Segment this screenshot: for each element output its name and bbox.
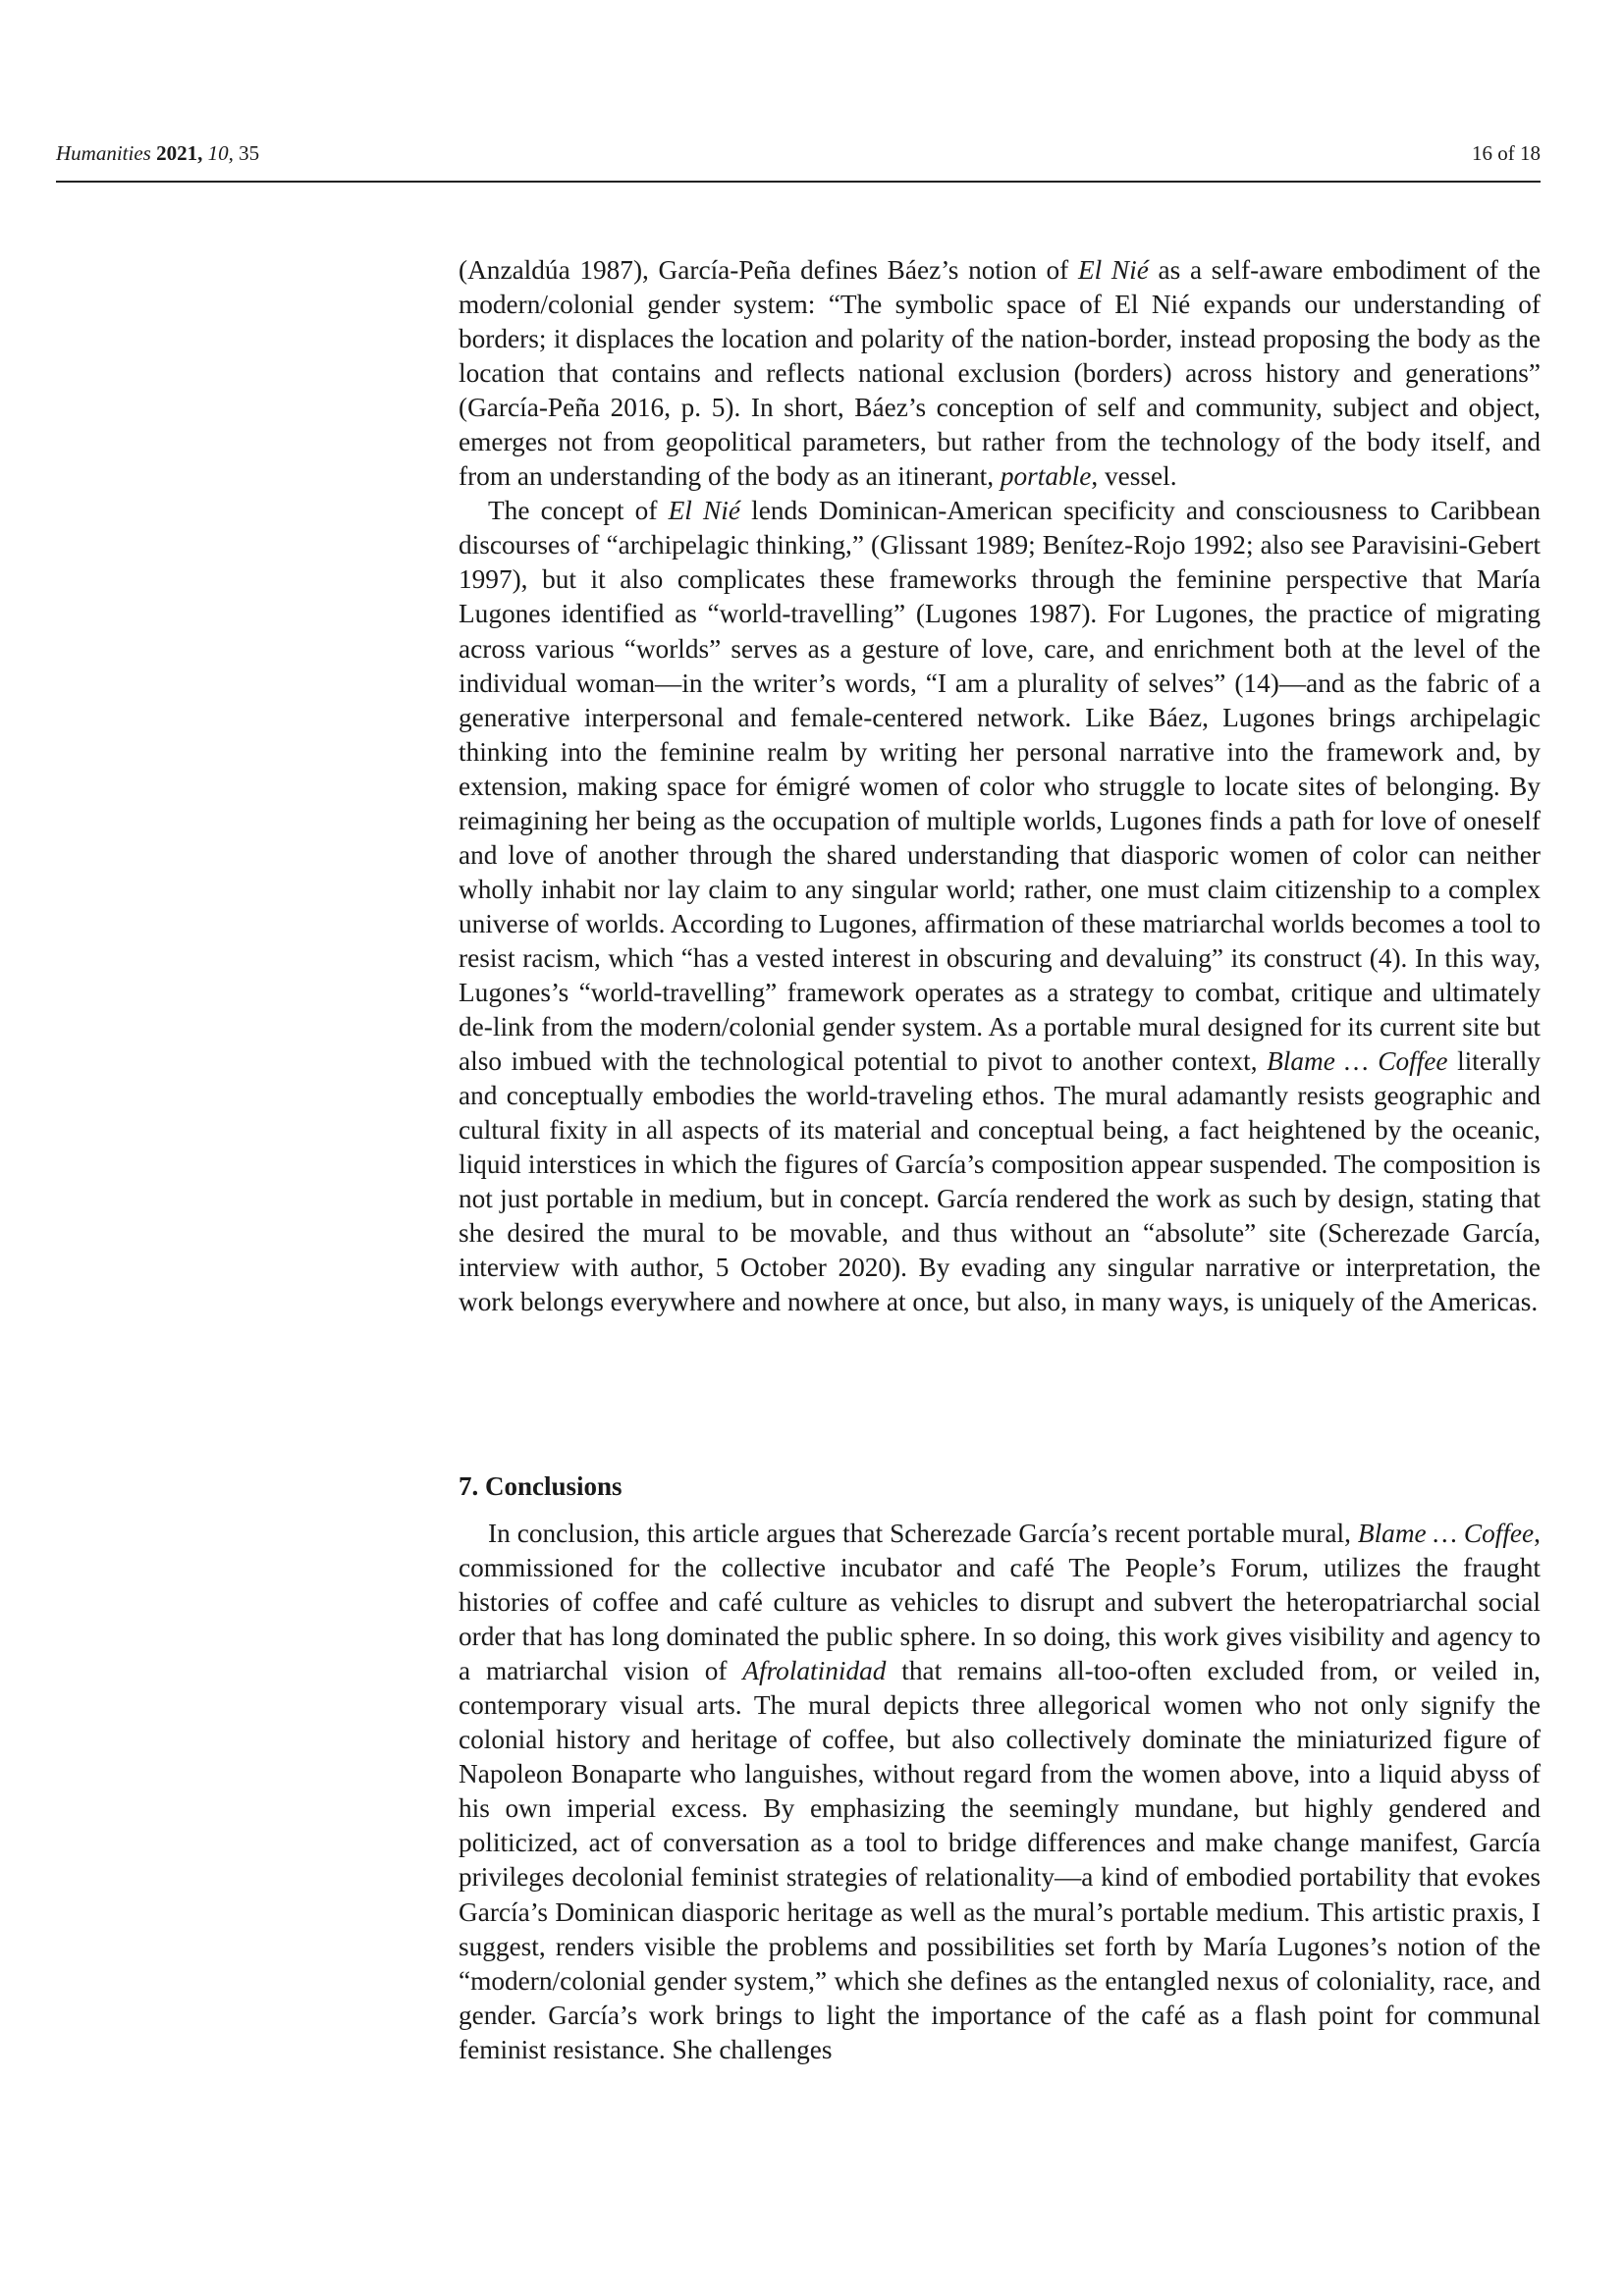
text-span: , vessel. (1091, 461, 1177, 492)
journal-year: 2021, (156, 141, 203, 165)
running-header (56, 143, 1541, 183)
emphasis: El Nié (668, 496, 740, 526)
text-span: that remains all-too-often excluded from, or veiled in, contemporary visual arts. The mural depicts three allegorical women who not only signify the colonial history and heritage of coffee, but also collectively dominate the miniaturized figure of Napoleon Bonaparte who languishes, without regard from the women above, into a liquid abyss of his own imperial excess. By emphasizing the seemingly mundane, but highly gendered and politicized, act of conversation as a tool to bridge differences and make change manifest, García privileges decolonial feminist strategies of relationality—a kind of embodied portability that evokes García’s Dominican diasporic heritage as well as the mural’s portable medium. This artistic praxis, I suggest, renders visible the problems and possibilities set forth by María Lugones’s notion of the “modern/colonial gender system,” which she defines as the entangled nexus of coloniality, race, and gender. García’s work brings to light the importance of the café as a flash point for communal feminist resistance. She challenges (459, 1656, 1541, 2064)
section-heading: 7. Conclusions (459, 1471, 623, 1501)
paragraph (459, 253, 1541, 494)
emphasis: El Nié (1077, 255, 1149, 285)
emphasis: Blame … Coffee (1267, 1046, 1448, 1077)
text-span: literally and conceptually embodies the world-traveling ethos. The mural adamantly resists geographic and cultural fixity in all aspects of its material and conceptual being, a fact heightened by the oceanic, liquid interstices in which the figures of García’s composition appear suspended. The composition is not just portable in medium, but in concept. García rendered the work as such by design, stating that she desired the mural to be movable, and thus without an “absolute” site (Scherezade García, interview with author, 5 October 2020). By evading any singular narrative or interpretation, the work belongs everywhere and nowhere at once, but also, in many ways, is uniquely of the Americas. (459, 1046, 1541, 1317)
text-span: The concept of (488, 496, 669, 526)
body-text (459, 1517, 1541, 2067)
text-span: (Anzaldúa 1987), García-Peña defines Báez’s notion of (459, 255, 1078, 285)
text-span: lends Dominican-American specificity and consciousness to Caribbean discourses of “archipelagic thinking,” (Glissant 1989; Benítez-Rojo 1992; also see Paravisini-Gebert 1997), but it also complicates these frameworks through the feminine perspective that María Lugones identified as “world-travelling” (Lugones 1987). For Lugones, the practice of migrating across various “worlds” serves as a gesture of love, care, and enrichment both at the level of the individual woman—in the writer’s words, “I am a plurality of selves” (14)—and as the fabric of a generative interpersonal and female-centered network. Like Báez, Lugones brings archipelagic thinking into the feminine realm by writing her personal narrative into the framework and, by extension, making space for émigré women of color who struggle to locate sites of belonging. By reimagining her being as the occupation of multiple worlds, Lugones finds a path for love of oneself and love of another through the shared understanding that diasporic women of color can neither wholly inhabit nor lay claim to any singular world; rather, one must claim citizenship to a complex universe of worlds. According to Lugones, affirmation of these matriarchal worlds becomes a tool to resist racism, which “has a vested interest in obscuring and devaluing” its construct (4). In this way, Lugones’s “world-travelling” framework operates as a strategy to combat, critique and ultimately de-link from the modern/colonial gender system. As a portable mural designed for its current site but also imbued with the technological potential to pivot to another context, (459, 496, 1541, 1077)
body-text (459, 253, 1541, 1319)
text-span: as a self-aware embodiment of the modern/colonial gender system: “The symbolic space of El Nié expands our understanding of borders; it displaces the location and polarity of the nation-border, instead proposing the body as the location that contains and reflects national exclusion (borders) across history and generations” (García-Peña 2016, p. 5). In short, Báez’s conception of self and community, subject and object, emerges not from geopolitical parameters, but rather from the technology of the body itself, and from an understanding of the body as an itinerant, (459, 255, 1541, 492)
journal-name: Humanities (56, 141, 151, 165)
journal-citation (56, 143, 259, 164)
emphasis: Blame … Coffee (1357, 1519, 1535, 1548)
emphasis: portable (1000, 461, 1092, 492)
text-span: , commissioned for the collective incubator and café The People’s Forum, utilizes the fraught histories of coffee and café culture as vehicles to disrupt and subvert the heteropatriarchal social order that has long dominated the public sphere. In so doing, this work gives visibility and agency to a matriarchal vision of (459, 1519, 1541, 1686)
paragraph (459, 494, 1541, 1319)
page-number: 16 of 18 (1472, 141, 1541, 165)
text-span: In conclusion, this article argues that Scherezade García’s recent portable mural, (488, 1519, 1358, 1548)
journal-volume: 10, (207, 141, 234, 165)
emphasis: Afrolatinidad (742, 1656, 887, 1686)
article-number: 35 (239, 141, 260, 165)
paragraph (459, 1517, 1541, 2067)
